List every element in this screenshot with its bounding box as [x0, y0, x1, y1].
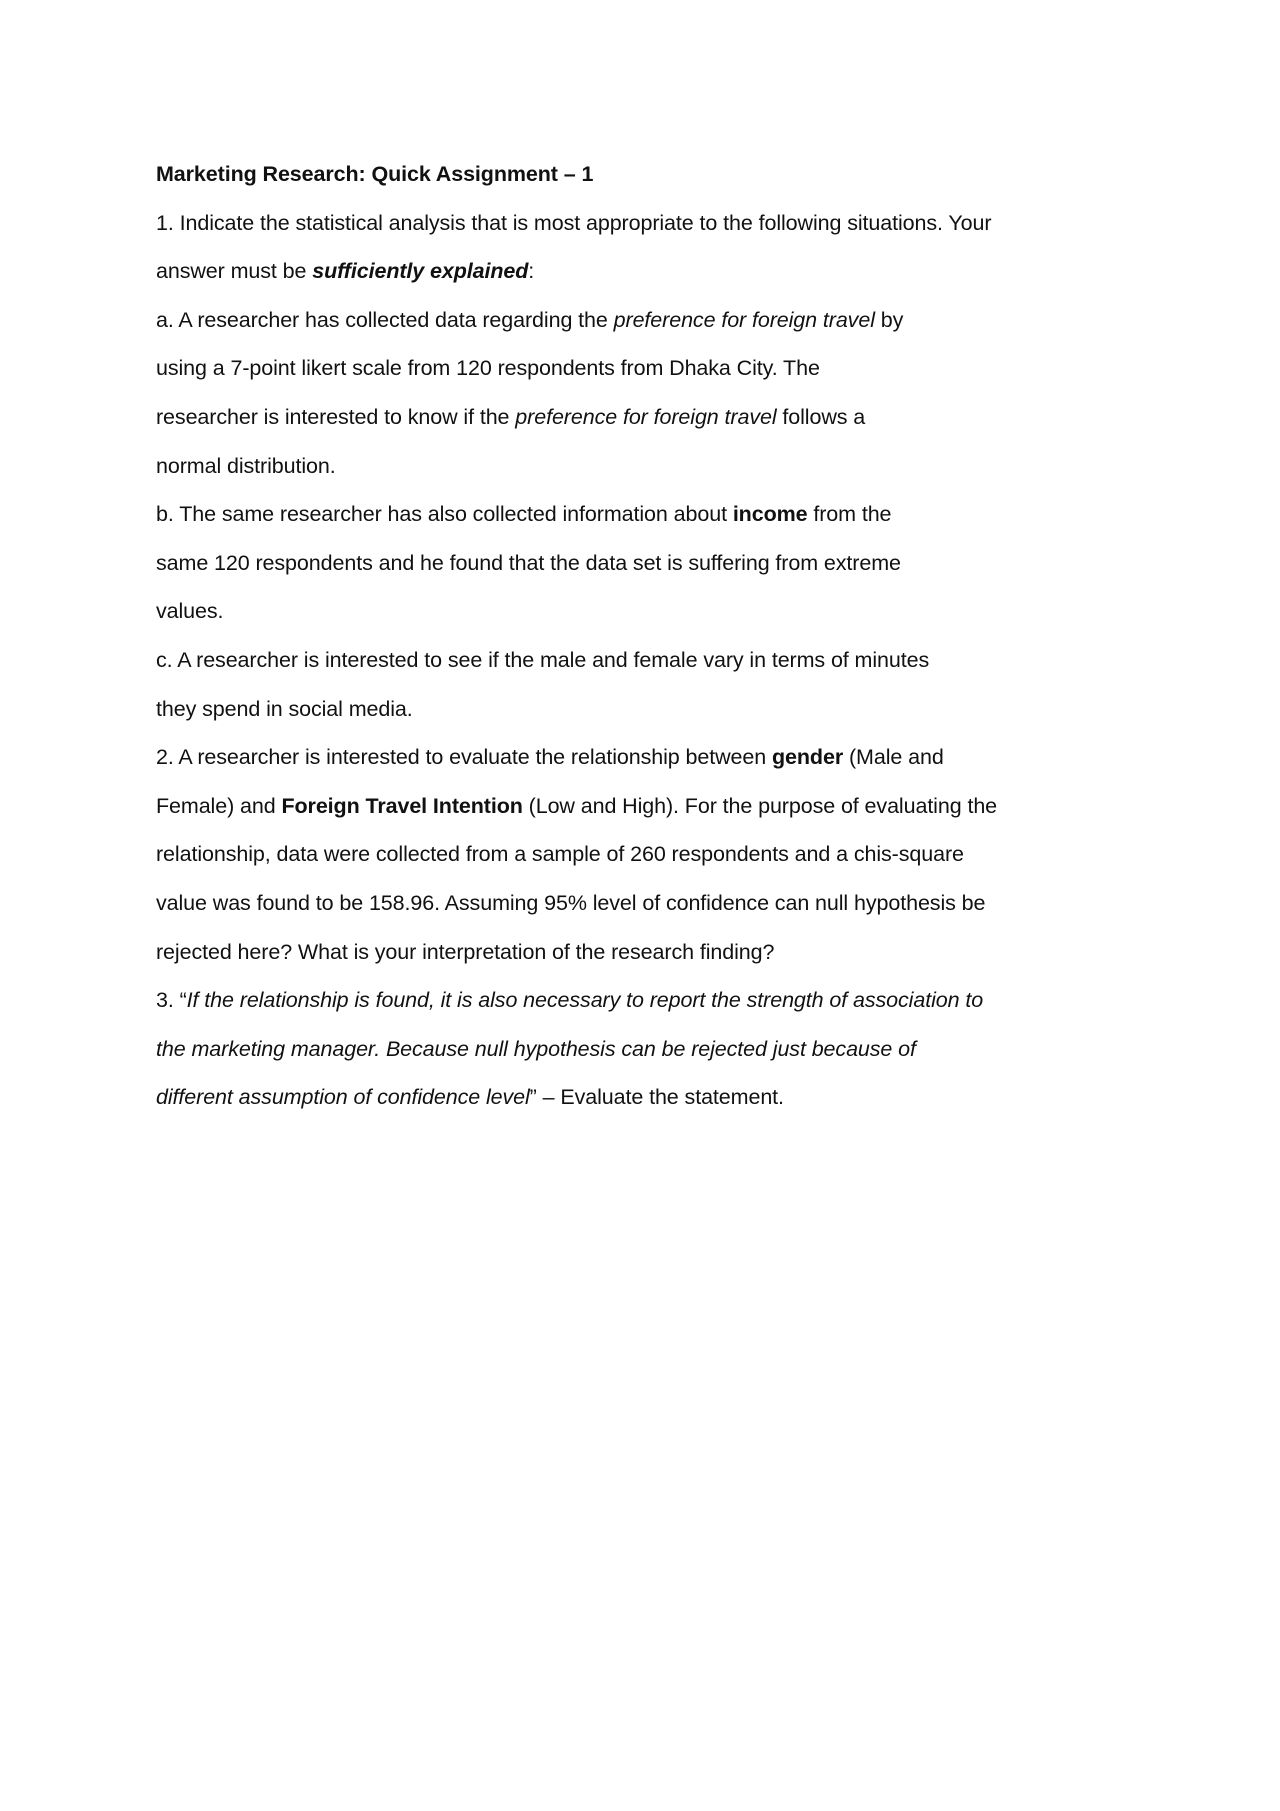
text-run: answer must be [156, 259, 313, 284]
text-run: relationship, data were collected from a sample of 260 respondents and a chis-square [156, 842, 964, 867]
text-line [156, 344, 1056, 393]
text-line [156, 879, 1056, 928]
text-run: normal distribution. [156, 453, 336, 478]
text-run: gender [772, 745, 844, 770]
text-line [156, 636, 1056, 685]
text-run: same 120 respondents and he found that the data set is suffering from extreme [156, 550, 901, 575]
text-run: a. A researcher has collected data regarding the [156, 307, 614, 332]
text-run: sufficiently explained [312, 259, 529, 284]
text-line [156, 1073, 1056, 1122]
text-run: the marketing manager. Because null hypothesis can be rejected just because of [156, 1036, 916, 1061]
text-run: (Low and High). For the purpose of evaluating the [522, 793, 998, 818]
text-run: using a 7-point likert scale from 120 respondents from Dhaka City. The [156, 356, 820, 381]
document-title: Marketing Research: Quick Assignment – 1 [156, 162, 594, 186]
text-run: : [528, 259, 535, 284]
text-line [156, 928, 1056, 977]
text-run: 2. A researcher is interested to evaluate the relationship between [156, 745, 772, 770]
text-line [156, 685, 1056, 734]
text-run: Female) and [156, 793, 282, 818]
text-line [156, 539, 1056, 588]
text-run: If the relationship is found, it is also necessary to report the strength of association to [186, 988, 984, 1013]
text-run: 1. Indicate the statistical analysis that is most appropriate to the following situations. Your [156, 210, 992, 235]
text-line [156, 587, 1056, 636]
text-run: researcher is interested to know if the [156, 404, 516, 429]
text-run: Foreign Travel Intention [281, 793, 523, 818]
text-line [156, 393, 1056, 442]
text-run: follows a [776, 404, 866, 429]
text-line [156, 782, 1056, 831]
text-line [156, 976, 1056, 1025]
document-lines [156, 199, 1056, 1122]
text-run: from the [807, 502, 892, 527]
text-run: income [732, 502, 808, 527]
text-line [156, 733, 1056, 782]
text-line [156, 296, 1056, 345]
text-line [156, 247, 1056, 296]
text-run: value was found to be 158.96. Assuming 95% level of confidence can null hypothesis be [156, 890, 986, 915]
text-run: 3. “ [156, 988, 187, 1013]
text-run: different assumption of confidence level [156, 1085, 530, 1110]
text-run: b. The same researcher has also collected information about [156, 502, 733, 527]
text-run: rejected here? What is your interpretation of the research finding? [156, 939, 775, 964]
text-run: by [874, 307, 904, 332]
text-run: they spend in social media. [156, 696, 413, 721]
text-run: c. A researcher is interested to see if the male and female vary in terms of minutes [156, 647, 930, 672]
text-line [156, 490, 1056, 539]
text-line [156, 1025, 1056, 1074]
text-run: values. [156, 599, 224, 624]
text-run: (Male and [843, 745, 944, 770]
text-run: ” – Evaluate the statement. [529, 1085, 784, 1110]
document-body [156, 150, 1056, 1122]
text-line [156, 830, 1056, 879]
text-run: preference for foreign travel [515, 404, 777, 429]
text-line [156, 199, 1056, 248]
text-run: preference for foreign travel [613, 307, 875, 332]
text-line [156, 442, 1056, 491]
